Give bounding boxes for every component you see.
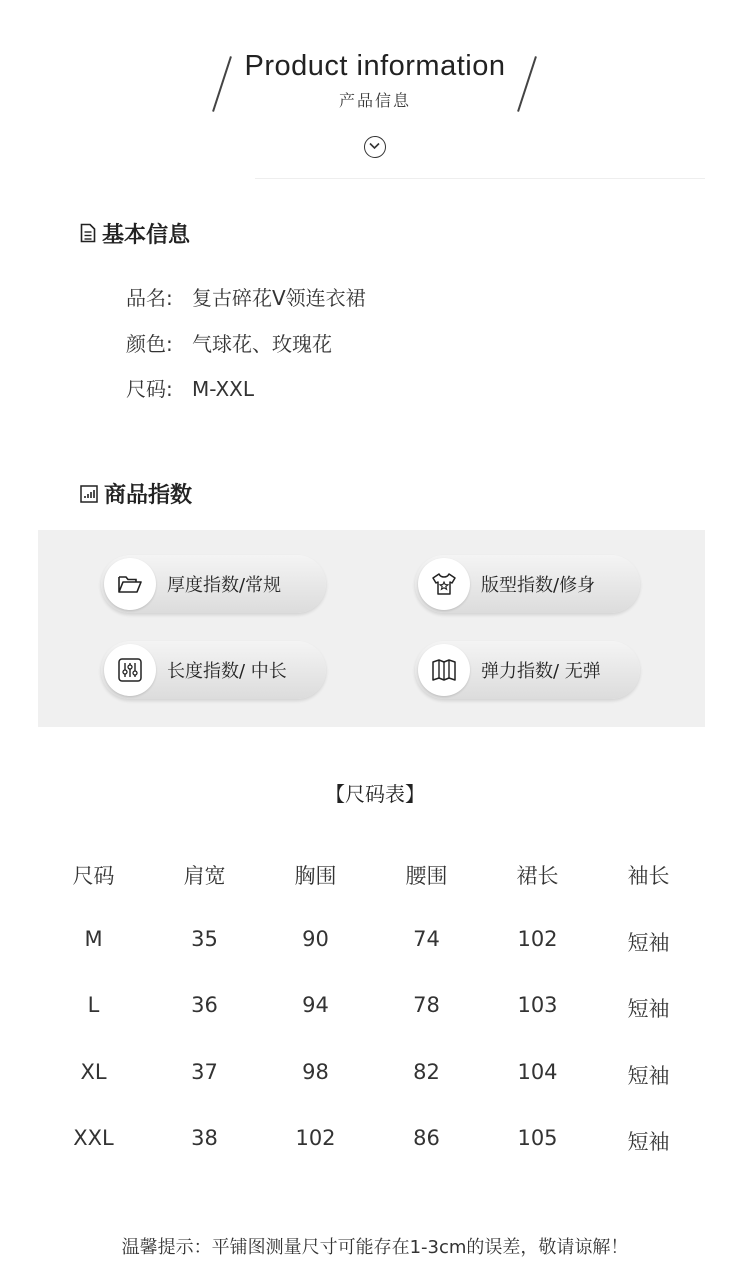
index-length bbox=[101, 641, 326, 699]
table-header-cell: 袖长 bbox=[627, 864, 670, 888]
info-label: 尺码: bbox=[126, 377, 173, 401]
info-label: 品名: bbox=[126, 286, 173, 310]
index-elasticity bbox=[415, 641, 640, 699]
table-cell: L bbox=[87, 993, 100, 1017]
info-value: 复古碎花V领连衣裙 bbox=[192, 286, 366, 310]
table-header-cell: 腰围 bbox=[405, 864, 448, 888]
info-row-name bbox=[126, 282, 366, 311]
table-row bbox=[38, 1108, 705, 1175]
bar-chart-icon bbox=[80, 484, 98, 509]
title-chinese: 产品信息 bbox=[338, 91, 411, 110]
table-row bbox=[38, 909, 705, 976]
table-header-cell: 裙长 bbox=[516, 864, 559, 888]
table-cell: 86 bbox=[413, 1126, 440, 1150]
table-header-cell: 胸围 bbox=[294, 864, 337, 888]
table-cell: 94 bbox=[302, 993, 329, 1017]
table-header-cell: 尺码 bbox=[72, 864, 115, 888]
table-cell: 短袖 bbox=[627, 997, 670, 1021]
folder-icon bbox=[104, 558, 156, 610]
table-row bbox=[38, 1042, 705, 1109]
table-cell: 38 bbox=[191, 1126, 218, 1150]
table-cell: XL bbox=[80, 1059, 107, 1084]
index-label: 厚度指数/常规 bbox=[167, 575, 282, 596]
index-thickness bbox=[101, 555, 326, 613]
table-row bbox=[38, 975, 705, 1042]
table-cell: 90 bbox=[302, 926, 329, 951]
basic-info-title bbox=[80, 218, 190, 249]
document-icon bbox=[80, 223, 96, 249]
basic-info-title-text: 基本信息 bbox=[102, 223, 191, 248]
size-table-title: 【尺码表】 bbox=[325, 782, 425, 806]
table-header-row bbox=[38, 842, 705, 909]
info-label: 颜色: bbox=[126, 332, 173, 356]
table-cell: 37 bbox=[191, 1059, 218, 1084]
info-row-color bbox=[126, 328, 332, 357]
table-cell: 36 bbox=[191, 993, 218, 1017]
map-icon bbox=[418, 644, 470, 696]
table-cell: 82 bbox=[413, 1059, 440, 1084]
table-header-cell: 肩宽 bbox=[183, 864, 226, 888]
indices-title bbox=[80, 478, 192, 509]
title-english: Product information bbox=[244, 50, 506, 82]
index-label: 版型指数/修身 bbox=[481, 575, 596, 596]
table-cell: 短袖 bbox=[627, 930, 670, 955]
footer-note: 温馨提示：平铺图测量尺寸可能存在1-3cm的误差，敬请谅解！ bbox=[121, 1237, 629, 1258]
index-label: 长度指数/ 中长 bbox=[167, 661, 287, 682]
table-cell: 短袖 bbox=[627, 1130, 670, 1154]
chevron-down-icon bbox=[364, 136, 386, 158]
info-value: M-XXL bbox=[192, 377, 255, 401]
table-cell: 102 bbox=[517, 926, 558, 951]
table-cell: 短袖 bbox=[627, 1063, 670, 1088]
sliders-icon bbox=[104, 644, 156, 696]
indices-title-text: 商品指数 bbox=[104, 483, 193, 508]
index-fit bbox=[415, 555, 640, 613]
info-row-size bbox=[126, 373, 254, 402]
size-table bbox=[38, 842, 705, 1175]
table-cell: 98 bbox=[302, 1059, 329, 1084]
indices-panel bbox=[38, 530, 705, 727]
table-cell: 74 bbox=[413, 926, 440, 951]
table-cell: 35 bbox=[191, 926, 218, 951]
index-label: 弹力指数/ 无弹 bbox=[481, 661, 601, 682]
header-divider bbox=[255, 178, 705, 179]
table-cell: XXL bbox=[73, 1126, 114, 1150]
table-cell: 78 bbox=[413, 993, 440, 1017]
product-info-header bbox=[0, 0, 750, 200]
table-cell: 105 bbox=[517, 1126, 558, 1150]
tshirt-icon bbox=[418, 558, 470, 610]
info-value: 气球花、玫瑰花 bbox=[192, 332, 332, 356]
table-cell: 104 bbox=[517, 1059, 558, 1084]
table-cell: 102 bbox=[295, 1126, 336, 1150]
table-cell: 103 bbox=[517, 993, 558, 1017]
table-cell: M bbox=[84, 926, 103, 951]
